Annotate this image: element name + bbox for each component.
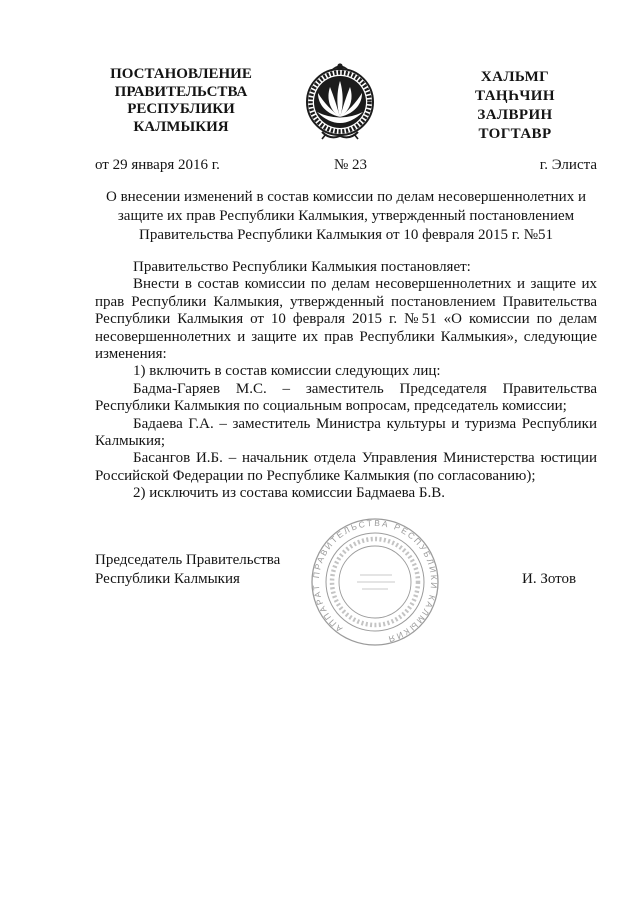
signatory-position-line: Председатель Правительства bbox=[95, 552, 281, 568]
body-line: несовершеннолетних и защите их прав Республики Калмыкия», следующие bbox=[95, 328, 597, 345]
body-paragraph bbox=[95, 276, 597, 363]
stamp-outer-text-path: АППАРАТ ПРАВИТЕЛЬСТВА РЕСПУБЛИКИ КАЛМЫКИЯ bbox=[310, 517, 440, 645]
body-paragraph bbox=[95, 416, 597, 451]
body-line: Басангов И.Б. – начальник отдела Управления Министерства юстиции bbox=[133, 450, 597, 467]
document-place: г. Элиста bbox=[539, 157, 597, 173]
body-paragraph bbox=[95, 381, 597, 416]
kalmykia-emblem-icon bbox=[300, 60, 380, 140]
body-line: Республики Калмыкия по социальным вопросам, председатель комиссии; bbox=[95, 398, 567, 415]
official-seal-stamp bbox=[300, 505, 450, 655]
signatory-name: И. Зотов bbox=[522, 571, 577, 587]
body-line: Российской Федерации по Республике Калмыкия (по согласованию); bbox=[95, 467, 536, 484]
issuer-title-line: ПОСТАНОВЛЕНИЕ bbox=[110, 66, 252, 82]
signatory-position-line: Республики Калмыкия bbox=[95, 571, 240, 587]
issuer-title-russian bbox=[101, 66, 261, 136]
body-line: прав Республики Калмыкия, утвержденный постановлением Правительства bbox=[95, 293, 597, 310]
body-line: Бадаева Г.А. – заместитель Министра культуры и туризма Республики bbox=[133, 415, 597, 432]
document-title-line: защите их прав Республики Калмыкия, утвержденный постановлением bbox=[117, 208, 575, 224]
issuer-title-line: ХАЛЬМГ bbox=[480, 69, 550, 85]
document-title-line: О внесении изменений в состав комиссии по делам несовершеннолетних и bbox=[105, 189, 586, 205]
issuer-title-line: РЕСПУБЛИКИ bbox=[127, 101, 235, 117]
issuer-title-line: ЗАЛВРИН bbox=[477, 107, 553, 123]
issuer-title-line: ТАҢҺЧИН bbox=[475, 88, 555, 104]
issuer-title-kalmyk bbox=[435, 68, 595, 144]
body-line: Калмыкия; bbox=[95, 433, 166, 450]
body-line: 2) исключить из состава комиссии Бадмаева Б.В. bbox=[133, 485, 446, 502]
document-title bbox=[95, 188, 597, 245]
document-body bbox=[95, 259, 597, 503]
issuer-title-line: ТОГТАВР bbox=[478, 126, 552, 142]
signatory-position bbox=[95, 551, 280, 589]
body-paragraph bbox=[95, 363, 597, 380]
issuer-title-line: ПРАВИТЕЛЬСТВА bbox=[114, 83, 248, 100]
document-number: № 23 bbox=[334, 157, 368, 173]
body-line: Республики Калмыкия от 10 февраля 2015 г. №51 «О комиссии по делам bbox=[95, 311, 597, 328]
body-paragraph bbox=[95, 259, 597, 276]
body-paragraph bbox=[95, 450, 597, 485]
document-title-line: Правительства Республики Калмыкия от 10 февраля 2015 г. №51 bbox=[138, 227, 554, 243]
issuer-title-line: КАЛМЫКИЯ bbox=[133, 118, 229, 135]
body-paragraph bbox=[95, 485, 597, 502]
body-line: 1) включить в состав комиссии следующих лиц: bbox=[133, 363, 441, 380]
document-date: от 29 января 2016 г. bbox=[95, 157, 220, 173]
body-line: Внести в состав комиссии по делам несовершеннолетних и защите их bbox=[133, 276, 597, 293]
body-line: Правительство Республики Калмыкия постановляет: bbox=[133, 259, 471, 275]
body-line: изменения: bbox=[95, 346, 167, 363]
body-line: Бадма-Гаряев М.С. – заместитель Председателя Правительства bbox=[133, 380, 597, 397]
